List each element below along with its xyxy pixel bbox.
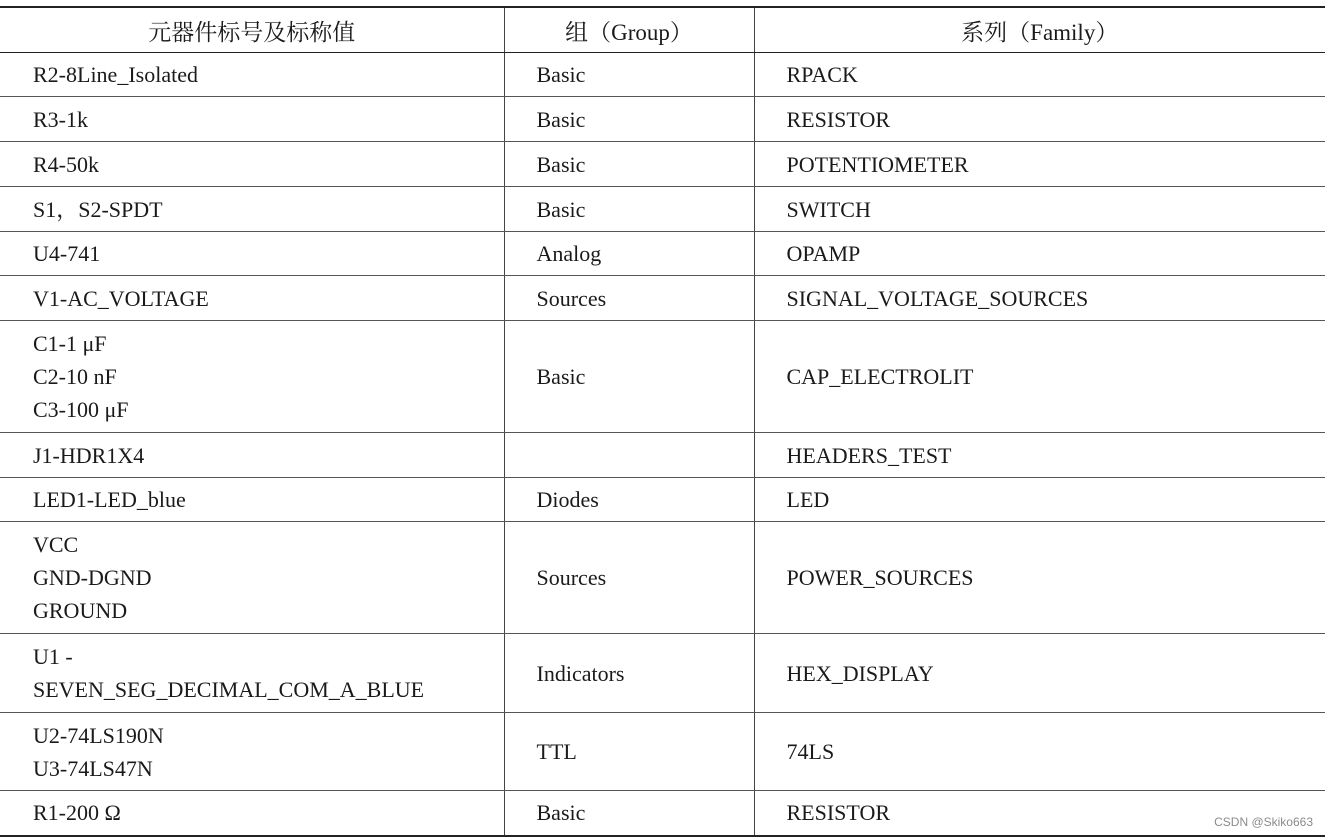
cell-component-name — [0, 276, 504, 321]
cell-family: POTENTIOMETER — [754, 142, 1325, 187]
component-name-line: R4-50k — [33, 151, 99, 177]
cell-group: Analog — [504, 232, 754, 276]
cell-group: Diodes — [504, 478, 754, 522]
cell-group: TTL — [504, 713, 754, 791]
cell-component-name — [0, 713, 504, 791]
table-header-row — [0, 7, 1325, 53]
header-group: 组（Group） — [504, 7, 754, 53]
cell-group: Basic — [504, 97, 754, 142]
component-name-line: C3-100 μF — [33, 397, 129, 422]
header-component-name: 元器件标号及标称值 — [0, 7, 504, 53]
header-family: 系列（Family） — [754, 7, 1325, 53]
cell-family: 74LS — [754, 713, 1325, 791]
component-name-line: C1-1 μF — [33, 331, 107, 356]
component-name-line: LED1-LED_blue — [33, 487, 186, 512]
table-body — [0, 53, 1325, 836]
cell-family: OPAMP — [754, 232, 1325, 276]
component-name-line: VCC — [33, 532, 79, 557]
cell-family: SWITCH — [754, 187, 1325, 232]
cell-family: RESISTOR — [754, 97, 1325, 142]
cell-family: RPACK — [754, 53, 1325, 97]
table-row — [0, 478, 1325, 522]
cell-component-name — [0, 187, 504, 232]
cell-family: HEADERS_TEST — [754, 433, 1325, 478]
component-name-line: V1-AC_VOLTAGE — [33, 285, 209, 311]
cell-component-name — [0, 522, 504, 634]
table-row — [0, 97, 1325, 142]
watermark: CSDN @Skiko663 — [1214, 815, 1313, 829]
cell-component-name — [0, 634, 504, 713]
cell-component-name — [0, 97, 504, 142]
table-row — [0, 187, 1325, 232]
cell-component-name — [0, 478, 504, 522]
table-row — [0, 321, 1325, 433]
component-name-line: U2-74LS190N — [33, 722, 164, 748]
cell-component-name — [0, 53, 504, 97]
cell-family: LED — [754, 478, 1325, 522]
cell-group: Basic — [504, 142, 754, 187]
cell-group — [504, 433, 754, 478]
table-row — [0, 232, 1325, 276]
cell-group: Sources — [504, 522, 754, 634]
component-name-line: U1 - — [33, 644, 73, 669]
cell-component-name — [0, 321, 504, 433]
component-name-line: R2-8Line_Isolated — [33, 62, 198, 87]
table-row — [0, 142, 1325, 187]
cell-family: SIGNAL_VOLTAGE_SOURCES — [754, 276, 1325, 321]
cell-group: Basic — [504, 321, 754, 433]
cell-group: Indicators — [504, 634, 754, 713]
component-name-line: R1-200 Ω — [33, 800, 121, 826]
component-name-line: SEVEN_SEG_DECIMAL_COM_A_BLUE — [33, 677, 425, 702]
components-table — [0, 6, 1325, 837]
cell-component-name — [0, 232, 504, 276]
component-name-line: C2-10 nF — [33, 364, 117, 389]
table-row — [0, 791, 1325, 836]
table-row — [0, 713, 1325, 791]
table-row — [0, 522, 1325, 634]
cell-family: CAP_ELECTROLIT — [754, 321, 1325, 433]
cell-group: Basic — [504, 187, 754, 232]
cell-family: RESISTOR — [754, 791, 1325, 836]
component-name-line: R3-1k — [33, 106, 88, 132]
cell-component-name — [0, 791, 504, 836]
table-row — [0, 634, 1325, 713]
cell-component-name — [0, 142, 504, 187]
component-name-line: U3-74LS47N — [33, 755, 153, 781]
component-name-line: S1，S2-SPDT — [33, 196, 163, 222]
cell-group: Basic — [504, 791, 754, 836]
cell-group: Basic — [504, 53, 754, 97]
cell-family: HEX_DISPLAY — [754, 634, 1325, 713]
cell-component-name — [0, 433, 504, 478]
table-row — [0, 276, 1325, 321]
component-name-line: U4-741 — [33, 241, 101, 266]
table-row — [0, 53, 1325, 97]
table-row — [0, 433, 1325, 478]
component-name-line: J1-HDR1X4 — [33, 442, 145, 468]
cell-group: Sources — [504, 276, 754, 321]
component-name-line: GROUND — [33, 598, 128, 623]
cell-family: POWER_SOURCES — [754, 522, 1325, 634]
component-name-line: GND-DGND — [33, 565, 152, 590]
